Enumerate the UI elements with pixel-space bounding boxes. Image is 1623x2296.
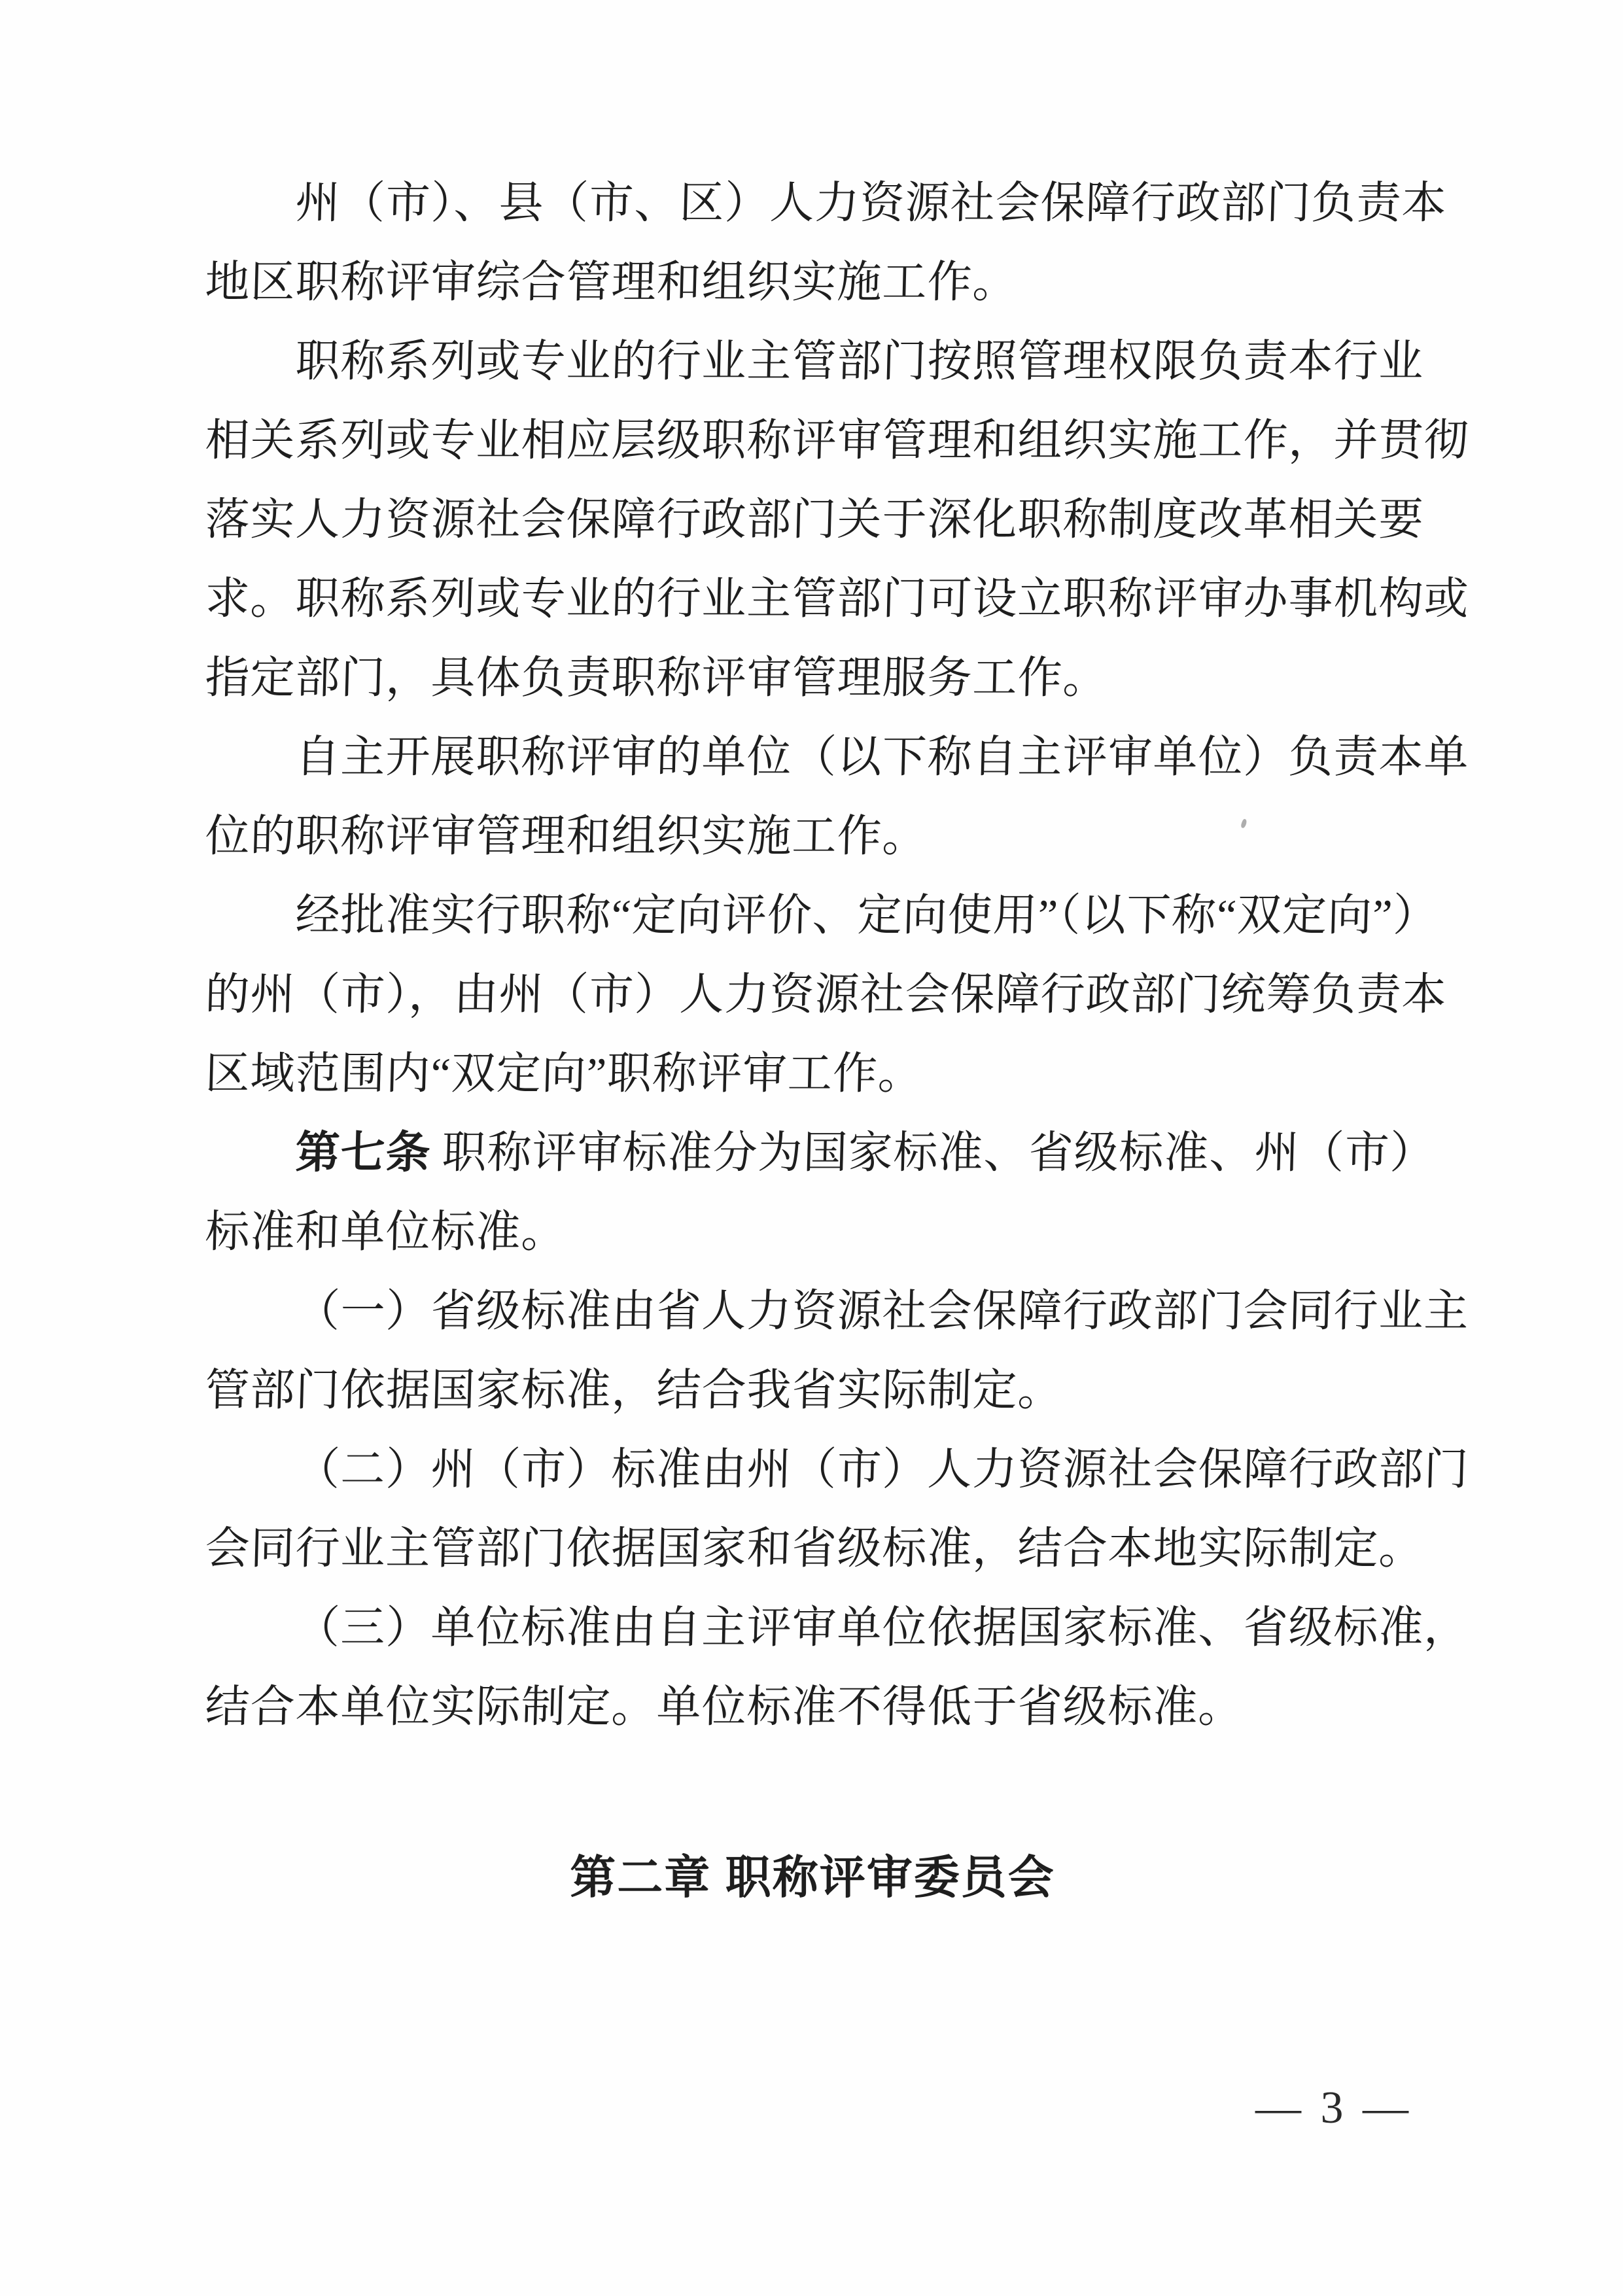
text-line: 会同行业主管部门依据国家和省级标准，结合本地实际制定。 bbox=[204, 1523, 1425, 1573]
text-line: 第七条 职称评审标准分为国家标准、省级标准、州（市） bbox=[294, 1128, 1436, 1177]
article-number: 第七条 bbox=[294, 1128, 432, 1177]
page-number: — 3 — bbox=[1255, 2083, 1412, 2133]
text-line: 指定部门，具体负责职称评审管理服务工作。 bbox=[204, 653, 1109, 703]
text-line: （一）省级标准由省人力资源社会保障行政部门会同行业主 bbox=[294, 1286, 1470, 1336]
text-line: 标准和单位标准。 bbox=[204, 1207, 567, 1257]
text-line: （二）州（市）标准由州（市）人力资源社会保障行政部门 bbox=[294, 1444, 1470, 1494]
text-line: 区域范围内“双定向”职称评审工作。 bbox=[204, 1049, 924, 1098]
text-line: 位的职称评审管理和组织实施工作。 bbox=[204, 811, 928, 861]
text-line: 管部门依据国家标准，结合我省实际制定。 bbox=[204, 1365, 1064, 1415]
document-text bbox=[204, 164, 1470, 1910]
page-footer bbox=[1255, 2079, 1412, 2138]
text-line: 地区职称评审综合管理和组织实施工作。 bbox=[204, 257, 1019, 307]
text-line: （三）单位标准由自主评审单位依据国家标准、省级标准， bbox=[294, 1603, 1470, 1652]
text-line: 州（市）、县（市、区）人力资源社会保障行政部门负责本 bbox=[294, 178, 1448, 228]
text-line: 的州（市），由州（市）人力资源社会保障行政部门统筹负责本 bbox=[204, 969, 1448, 1019]
text-line: 职称系列或专业的行业主管部门按照管理权限负责本行业 bbox=[294, 336, 1425, 386]
text-line: 落实人力资源社会保障行政部门关于深化职称制度改革相关要 bbox=[204, 495, 1425, 544]
text-line: 结合本单位实际制定。单位标准不得低于省级标准。 bbox=[204, 1682, 1244, 1731]
text-line: 经批准实行职称“定向评价、定向使用”（以下称“双定向”） bbox=[294, 890, 1439, 940]
document-text-lines bbox=[204, 164, 1470, 1747]
text-line: 求。职称系列或专业的行业主管部门可设立职称评审办事机构或 bbox=[204, 574, 1470, 623]
text-line: 相关系列或专业相应层级职称评审管理和组织实施工作，并贯彻 bbox=[204, 415, 1470, 465]
text-line: 自主开展职称评审的单位（以下称自主评审单位）负责本单 bbox=[294, 732, 1470, 782]
chapter-heading: 第二章 职称评审委员会 bbox=[570, 1852, 1055, 1903]
